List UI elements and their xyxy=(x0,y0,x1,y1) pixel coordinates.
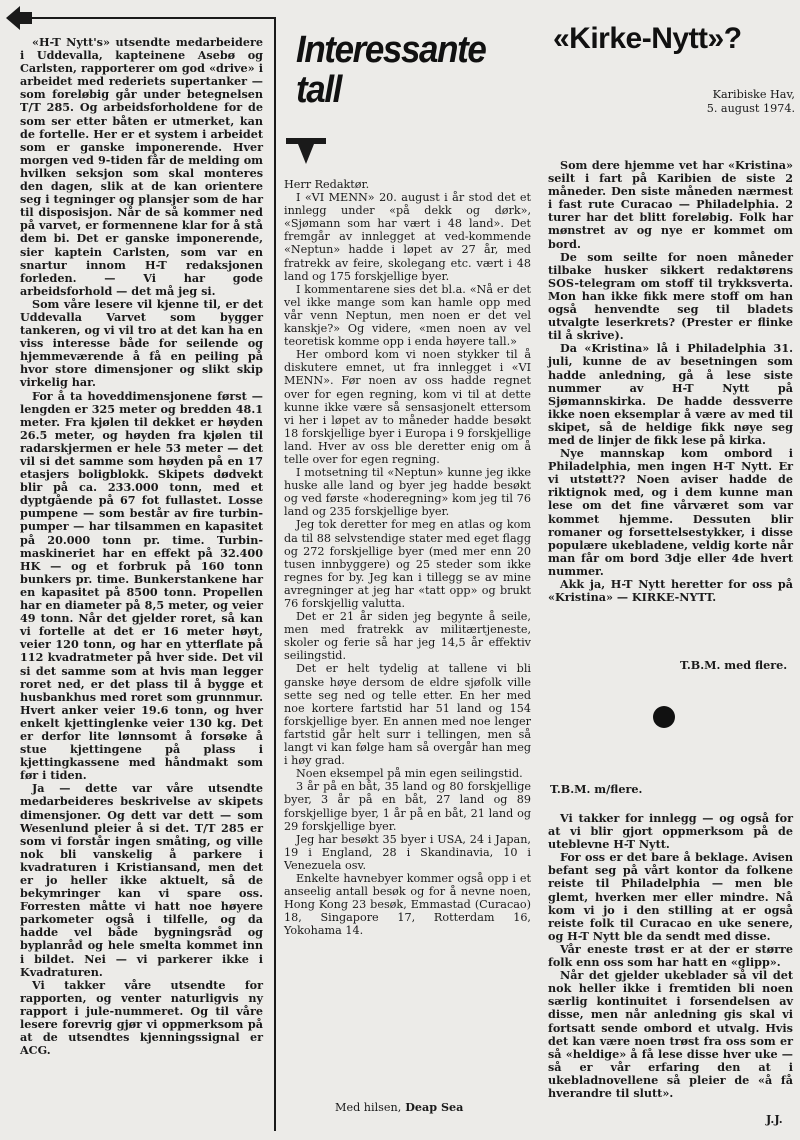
frame-right-rule xyxy=(274,17,276,1131)
middle-paragraph: 3 år på en båt, 35 land og 80 forskjellige byer, 3 år på en båt, 27 land og 89 forskjellige byer, 1 år på en båt, 21 land og 29 forskjellige byer. xyxy=(284,780,531,833)
middle-paragraph: Det er helt tydelig at tallene vi bli ganske høye dersom de eldre sjøfolk ville sette seg ned og telle etter. En her med noe kortere fartstid har 51 land og 154 forskjellige byer. En annen med noe lenger fartstid går helt surr i tellingen, men så langt vi kan følge ham så overgår han meg i høy grad. xyxy=(284,662,531,768)
middle-paragraph: Jeg tok deretter for meg en atlas og kom da til 88 selvstendige stater med eget flagg og 272 forskjellige byer (med mer enn 20 tusen innbyggere) og 25 steder som ikke regnes for by. Jeg kan i tillegg se av mine avregninger at jeg har «tatt opp» og brukt 76 forskjellig valutta. xyxy=(284,518,531,610)
middle-paragraph: I «VI MENN» 20. august i år stod det et innlegg under «på dekk og dørk», «Sjømann som har vært i 48 land». Det fremgår av innlegget at ved-kommende «Neptun» hadde i løpet av 27 år, med fratrekk av feire, skolegang etc. vært i 48 land og 175 forskjellige byer. xyxy=(284,191,531,283)
middle-paragraph: Jeg har besøkt 35 byer i USA, 24 i Japan, 19 i England, 28 i Skandinavia, 10 i Venezuela osv. xyxy=(284,832,531,872)
middle-paragraph: Her ombord kom vi noen stykker til å diskutere emnet, ut fra innlegget i «VI MENN». Før noen av oss hadde regnet over for egen regning, kom vi til at dette kunne ikke være så sensasjonelt ettersom vi her i løpet av to måneder hadde besøkt 18 forskjellige byer i Europa i 9 forskjellige land. Hver av oss ble deretter enig om å telle over for egen regning. xyxy=(284,348,531,466)
headline-interessante-tall: Interessante tall xyxy=(296,29,486,111)
signature-deap-sea: Deap Sea xyxy=(405,1100,464,1114)
reply-paragraph: Vi takker for innlegg — og også for at vi blir gjort oppmerksom på de uteblevne H-T Nytt. xyxy=(548,811,793,852)
reply-paragraph: Vår eneste trøst er at der er større folk enn oss som har hatt en «glipp». xyxy=(548,941,793,970)
middle-paragraph: Noen eksempel på min egen seilingstid. xyxy=(296,767,523,781)
left-paragraph: Vi takker våre utsendte for rapporten, og venter naturligvis ny rapport i jule-nummeret. Og til våre lesere forevrig gjør vi oppmerksom på at de utsendtes kjenningssignal er ACG. xyxy=(20,977,263,1058)
headline-kirke-nytt: «Kirke-Nytt»? xyxy=(553,22,742,55)
left-article xyxy=(20,36,263,1057)
reply-paragraph: For oss er det bare å beklage. Avisen befant seg på vårt kontor da folkene reiste til Philadelphia — men ble glemt, hverken mer eller mindre. Nå kom vi jo i den stilling at er også reiste folk til Curacao en uke senere, og H-T Nytt ble da sendt med disse. xyxy=(548,850,793,943)
right-paragraph: De som seilte for noen måneder tilbake husker sikkert redaktørens SOS-telegram om stoff til trykksverta. Mon han ikke fikk mere stoff om han også henvendte seg til bladets utvalgte leserkrets? (Prester er flinke til å skrive). xyxy=(548,249,793,343)
signature-tbm: T.B.M. med flere. xyxy=(680,658,788,672)
arrow-left-icon xyxy=(6,6,32,30)
right-paragraph: Akk ja, H-T Nytt heretter for oss på «Kristina» — KIRKE-NYTT. xyxy=(548,577,793,605)
right-paragraph: Da «Kristina» lå i Philadelphia 31. juli, kunne de av besetningen som hadde anledning, gå å lese siste nummer av H-T Nytt på Sjømannskirka. De hadde dessverre ikke noen eksemplar å være av med til skipet, så de heldige fikk nøye seg med de linjer de fikk lese på kirka. xyxy=(548,341,793,447)
middle-paragraph: I kommentarene sies det bl.a. «Nå er det vel ikke mange som kan hamle opp med vår venn Neptun, men noen er det vel kanskje?» Og videre, «men noen av vel teoretisk komme opp i enda høyere tall.» xyxy=(284,282,531,349)
reply-paragraph: Når det gjelder ukeblader så vil det nok heller ikke i fremtiden bli noen særlig kontinuitet i forsendelsen av disse, men når anledning gis skal vi fortsatt sende ombord et utvalg. Hvis det kan være noen trøst fra oss som er så «heldige» å få lese disse hver uke — så er vår erfaring den at i ukebladnovellene så pleier de «å få hverandre til slutt». xyxy=(548,968,793,1100)
dateline-date: 5. august 1974. xyxy=(706,102,795,115)
right-paragraph: Nye mannskap kom ombord i Philadelphia, men ingen H-T Nytt. Er vi utstøtt?? Noen aviser hadde de riktignok med, og i dem kunne man lese om det fine vårværet som var kommet hjemme. Dessuten blir romaner og forsettelsestykker, i disse populære ukebladene, veldig korte når man får om bord 3dje eller 4de hvert nummer. xyxy=(548,446,793,578)
arrow-down-icon xyxy=(286,138,326,164)
right-article xyxy=(548,159,793,604)
reply-addressee: T.B.M. m/flere. xyxy=(550,782,643,796)
left-paragraph: «H-T Nytt's» utsendte medarbeidere i Uddevalla, kapteinene Asebø og Carlsten, rapporterer om god «drive» i arbeidet med rederiets supertanker — som foreløbig går under betegnelsen T/T 285. Og arbeidsforholdene for de som ser etter båten er utmerket, kan de fortelle. Her er et system i arbeidet som er ganske imponerende. Hver morgen ved 9-tiden får de melding om hvilken seksjon som skal monteres den dagen, slik at de kan orientere seg i tegninger og plansjer som de har til disposisjon. Når de så kommer ned på varvet, er formennene klar for å stå dem bi. Det er ganske imponerende, sier kaptein Carlsten, som var en snartur innom H-T redaksjonen forleden. — Vi har gode arbeidsforhold — det må jeg si. xyxy=(20,35,263,298)
signature-jj: J.J. xyxy=(766,1112,783,1126)
reply-article xyxy=(548,812,793,1100)
left-paragraph: For å ta hoveddimensjonene først — lengden er 325 meter og bredden 48.1 meter. Fra kjølen til dekket er høyden 26.5 meter, og høyden fra kjølen til radarskjermen er hele 53 meter — det vil si det samme som høyden på en 17 etasjers boligblokk. Skipets dødvekt blir på ca. 233.000 tonn, med et dyptgående på 67 fot fullastet. Losse pumpene — som består av fire turbin-pumper — har tilsammen en kapasitet på 20.000 tonn pr. time. Turbin-maskineriet har en effekt på 32.400 HK — og et forbruk på 160 tonn bunkers pr. time. Bunkerstankene har en kapasitet på 8500 tonn. Propellen har en diameter på 8,5 meter, og veier 49 tonn. Når det gjelder roret, så kan vi fortelle at det er 16 meter høyt, veier 120 tonn, og har en ytterflate på 112 kvadratmeter på hver side. Det vil si det samme som at hvis man legger roret ned, er det plass til å bygge et husbankhus med roret som grunnmur. Hvert anker veier 19.6 tonn, og hver enkelt kjettinglenke veier 130 kg. Det er derfor lite lønnsomt å forsøke å stue kjettingene på plass i kjettingkassene med håndmakt som før i tiden. xyxy=(20,388,263,783)
middle-article xyxy=(284,178,531,937)
left-paragraph: Ja — dette var våre utsendte medarbeideres beskrivelse av skipets dimensjoner. Og dett var dett — som Wesenlund pleier å si det. T/T 285 er som vi forstår ingen småting, og ville nok bli vanskelig å parkere i kvadraturen i Kristiansand, men det er jo heller ikke aktuelt, så de bekymringer kan vi spare oss. Forresten måtte vi hatt noe høyere parkometer også i tilfelle, og da hadde vel både bygningsråd og byplanråd og hele smelta kommet inn i bildet. Nei — vi parkerer ikke i Kvadraturen. xyxy=(20,781,263,979)
middle-signature-block xyxy=(335,1100,463,1114)
dateline-place: Karibiske Hav, xyxy=(712,88,795,101)
middle-paragraph: I motsetning til «Neptun» kunne jeg ikke huske alle land og byer jeg hadde besøkt og ved første «hoderegning» kom jeg til 76 land og 235 forskjellige byer. xyxy=(284,466,531,519)
closing-label: Med hilsen, xyxy=(335,1101,402,1114)
left-paragraph: Som våre lesere vil kjenne til, er det Uddevalla Varvet som bygger tankeren, og vi vil tro at det kan ha en viss interesse både for seilende og hjemmeværende å få en peiling på hvor store dimensjoner og slikt skip virkelig har. xyxy=(20,296,263,390)
middle-paragraph: Enkelte havnebyer kommer også opp i et anseelig antall besøk og for å nevne noen, Hong Kong 23 besøk, Emmastad (Curacao) 18, Singapore 17, Rotterdam 16, Yokohama 14. xyxy=(284,871,531,938)
bullet-dot-icon xyxy=(653,706,675,728)
frame-top-rule xyxy=(30,17,275,19)
right-paragraph: Som dere hjemme vet har «Kristina» seilt i fart på Karibien de siste 2 måneder. Den siste måneden nærmest i fast rute Curacao — Philadelphia. 2 turer har det blitt foreløbig. Folk har mønstret av og nye er kommet om bord. xyxy=(548,158,793,251)
salutation: Herr Redaktør. xyxy=(284,178,370,191)
dateline xyxy=(700,88,795,116)
middle-paragraph: Det er 21 år siden jeg begynte å seile, men med fratrekk av militærtjeneste, skoler og ferie så har jeg 14,5 år effektiv seilingstid. xyxy=(284,610,531,663)
